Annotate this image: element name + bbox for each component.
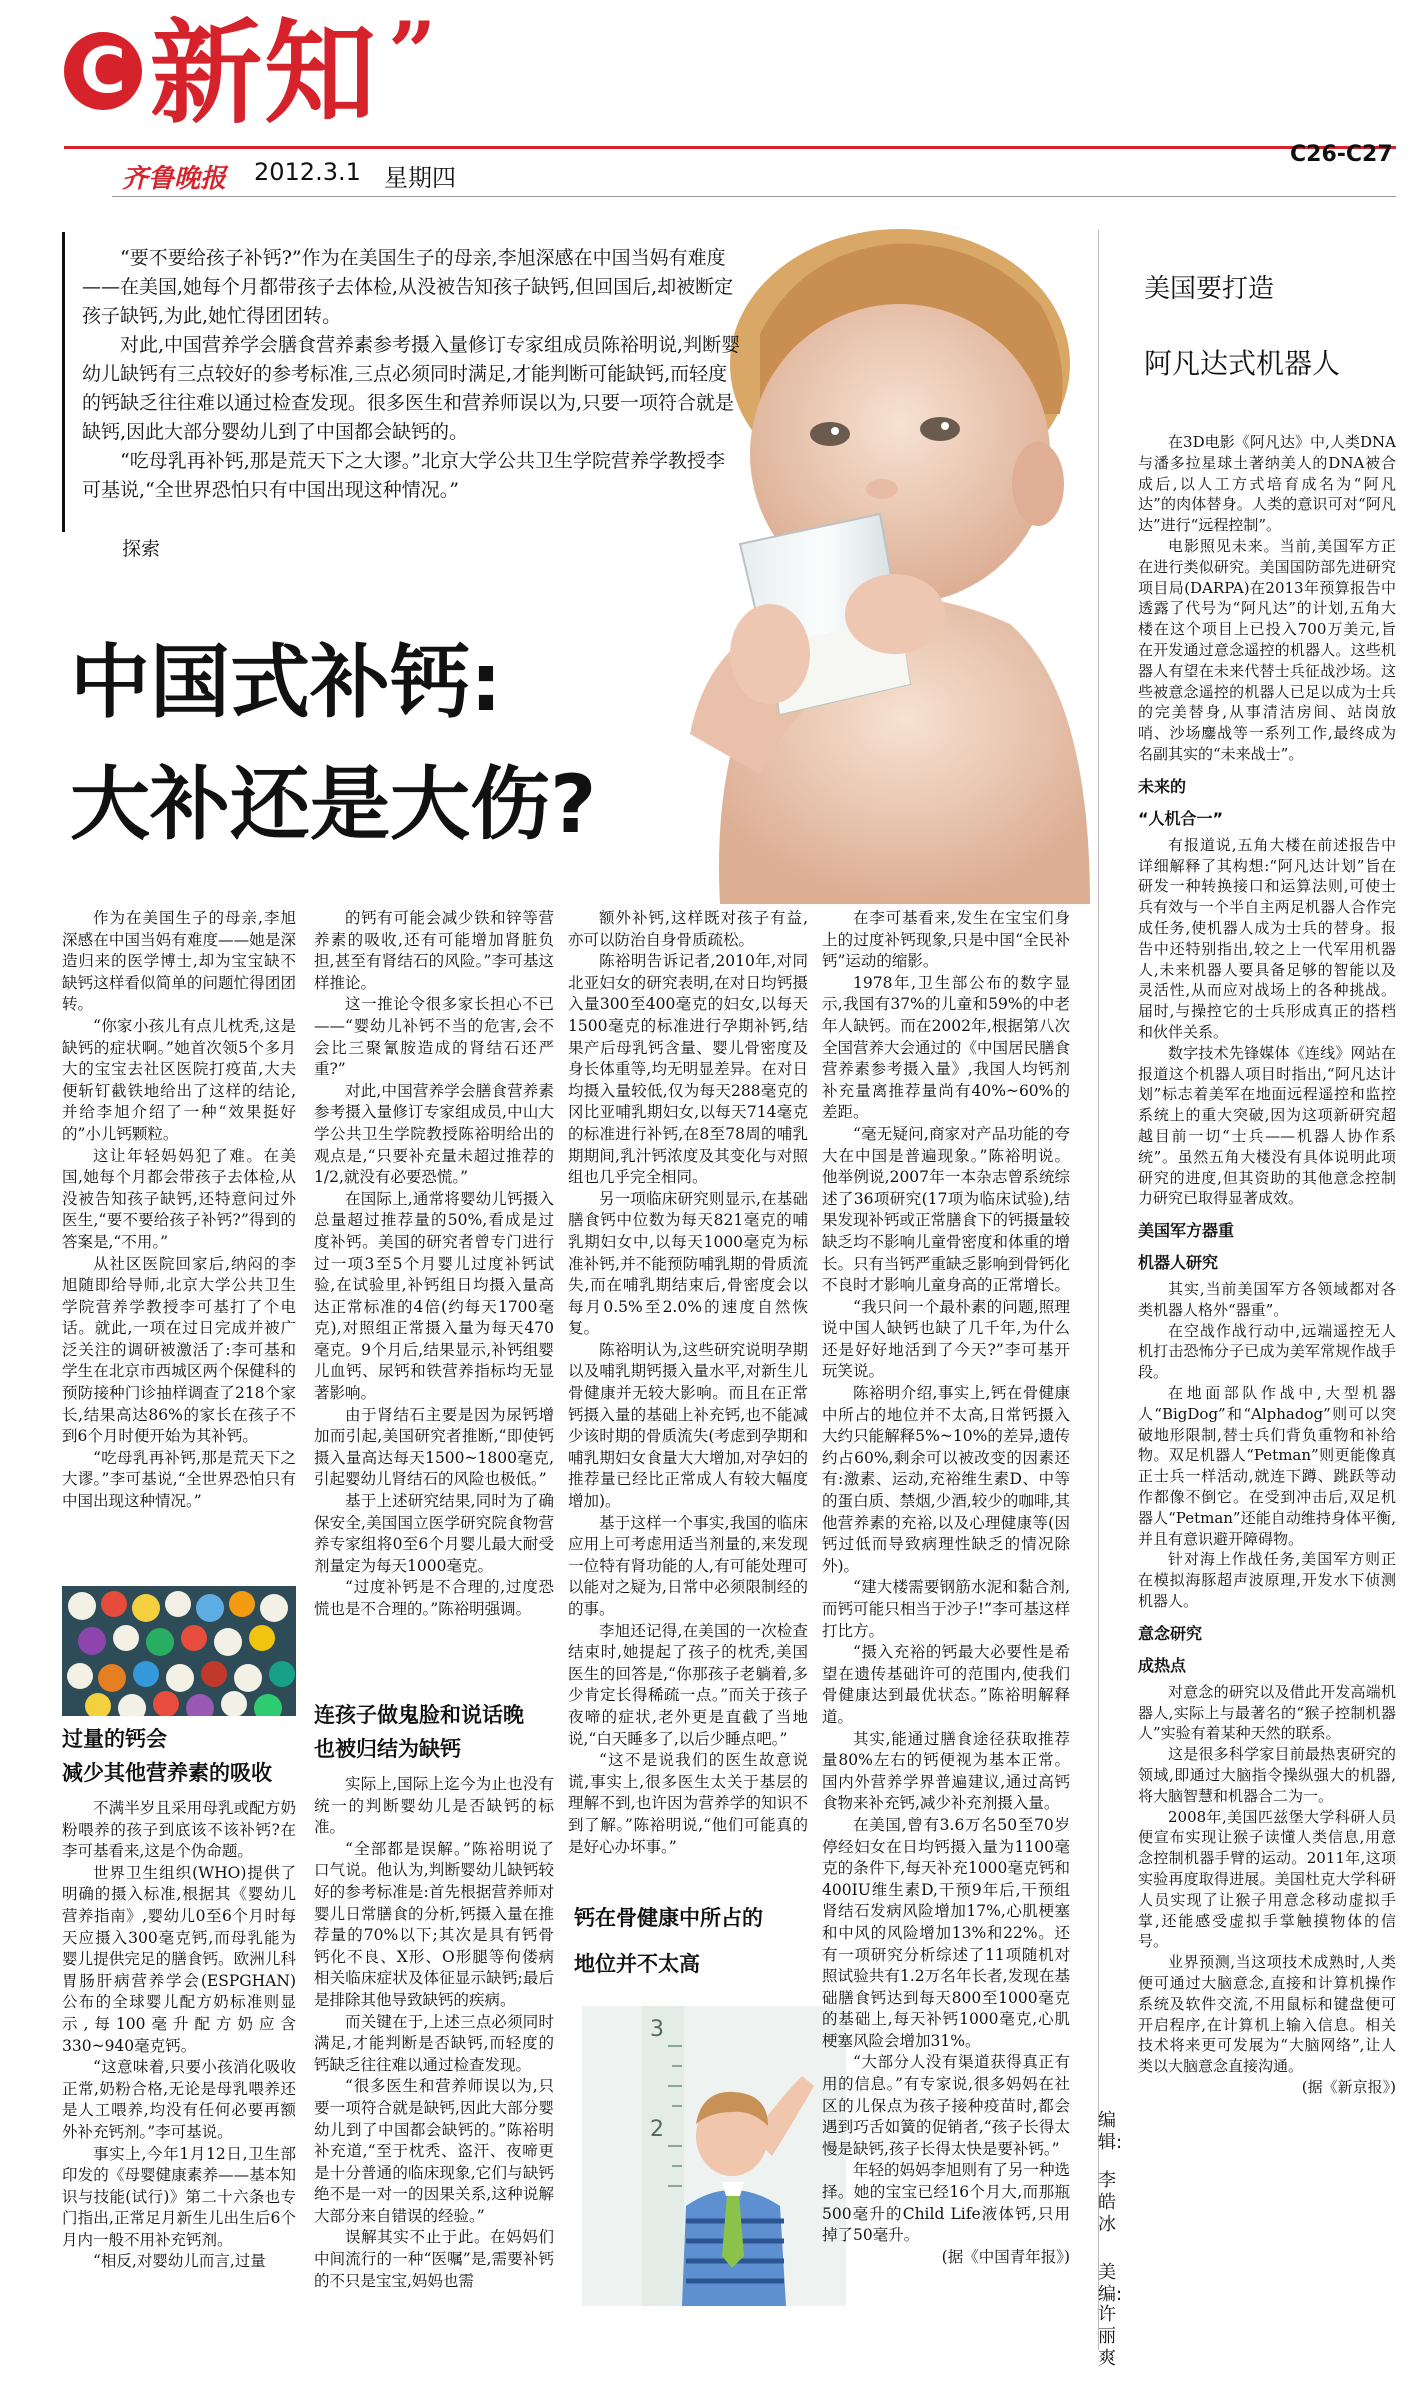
- paragraph: “摄入充裕的钙最大必要性是希望在遗传基础许可的范围内,使我们骨健康达到最优状态。”陈裕明解释道。: [822, 1643, 1070, 1726]
- section-logo-letter: C: [80, 34, 126, 107]
- subheading: 成热点: [1138, 1655, 1187, 1675]
- subheading: 连孩子做鬼脸和说话晚: [314, 1703, 524, 1727]
- paragraph: 陈裕明告诉记者,2010年,对同北亚妇女的研究表明,在对日均钙摄入量300至400毫克的妇女,以每天1500毫克的标准进行孕期补钙,结果产后母乳钙含量、婴儿骨密度及身长体重等,均无明显差异。在对日均摄入量较低,仅为每天288毫克的冈比亚哺乳期妇女,以每天714毫克的标准进行补钙,在8至78周的哺乳期期间,乳汁钙浓度及其变化与对照组也几乎完全相同。: [568, 952, 808, 1187]
- intro-paragraph: “要不要给孩子补钙?”作为在美国生子的母亲,李旭深感在中国当妈有难度——在美国,她每个月都带孩子去体检,从没被告知孩子缺钙,但回国后,却被断定孩子缺钙,为此,她忙得团团转。: [82, 247, 734, 327]
- paragraph: 由于肾结石主要是因为尿钙增加而引起,美国研究者推断,“即使钙摄入量高达每天1500~1800毫克,引起婴幼儿肾结石的风险也极低。”: [314, 1405, 554, 1489]
- paragraph: 针对海上作战任务,美国军方则正在模拟海豚超声波原理,开发水下侦测机器人。: [1138, 1550, 1396, 1611]
- newspaper-name: 齐鲁晚报: [122, 164, 227, 194]
- intro-paragraph: 对此,中国营养学会膳食营养素参考摄入量修订专家组成员陈裕明说,判断婴幼儿缺钙有三点较好的参考标准,三点必须同时满足,才能判断可能缺钙,而轻度的钙缺乏往往难以通过检查发现。很多医生和营养师误以为,只要一项符合就是缺钙,因此大部分婴幼儿到了中国都会缺钙的。: [82, 334, 741, 443]
- article-column-2: [314, 908, 554, 1621]
- issue-weekday: 星期四: [384, 164, 456, 192]
- sidebar-title-line-2: 阿凡达式机器人: [1144, 347, 1341, 380]
- paragraph: 作为在美国生子的母亲,李旭深感在中国当妈有难度——她是深造归来的医学博士,却为宝宝缺不缺钙这样看似简单的问题忙得团团转。: [62, 909, 296, 1014]
- article-column-2-lower: [314, 1698, 554, 2292]
- paragraph: 陈裕明介绍,事实上,钙在骨健康中所占的地位并不太高,日常钙摄入大约只能解释5%~10%的差异,遗传约占60%,剩余可以被改变的因素还有:激素、运动,充裕维生素D、中等的蛋白质、禁烟,少酒,较少的咖啡,其他营养素的充裕,以及心理健康等(因钙过低而导致病理性缺乏的情况除外)。: [822, 1384, 1070, 1575]
- paragraph: 在地面部队作战中,大型机器人“BigDog”和“Alphadog”则可以突破地形限制,替士兵们背负重物和补给物。双足机器人“Petman”则更能像真正士兵一样活动,就连下蹲、跳跃等动作都像不倒它。在受到冲击后,双足机器人“Petman”还能自动维持身体平衡,并且有意识避开障碍物。: [1138, 1384, 1396, 1548]
- article-column-1: [62, 908, 296, 1513]
- masthead-rule: [64, 146, 1396, 149]
- paragraph: 对此,中国营养学会膳食营养素参考摄入量修订专家组成员,中山大学公共卫生学院教授陈裕明给出的观点是,“只要补充量未超过推荐的1/2,就没有必要恐慌。”: [314, 1081, 554, 1187]
- issue-date: 2012.3.1: [254, 158, 361, 186]
- paragraph: “这意味着,只要小孩消化吸收正常,奶粉合格,无论是母乳喂养还是人工喂养,均没有任何必要再额外补充钙剂。”李可基说。: [62, 2058, 296, 2141]
- paragraph: 有报道说,五角大楼在前述报告中详细解释了其构想:“阿凡达计划”旨在研发一种转换接口和运算法则,可使士兵有效与一个半自主两足机器人合作完成任务,使机器人成为士兵的替身。报告中还特别指出,较之上一代军用机器人,未来机器人要具备足够的智能以及灵活性,从而应对战场上的各种挑战。届时,与操控它的士兵形成真正的搭档和伙伴关系。: [1138, 835, 1396, 1041]
- column-tag: 探索: [122, 538, 161, 560]
- paragraph: 这让年轻妈妈犯了难。在美国,她每个月都会带孩子去体检,从没被告知孩子缺钙,还特意问过外医生,“要不要给孩子补钙?”得到的答案是,“不用。”: [62, 1146, 296, 1251]
- paragraph: “建大楼需要钢筋水泥和黏合剂,而钙可能只相当于沙子!”李可基这样打比方。: [822, 1578, 1070, 1640]
- paragraph: 其实,能通过膳食途径获取推荐量80%左右的钙便视为基本正常。国内外营养学界普遍建议,通过高钙食物来补充钙,减少补充剂摄入量。: [822, 1729, 1070, 1813]
- paragraph: 其实,当前美国军方各领域都对各类机器人格外“器重”。: [1138, 1280, 1396, 1319]
- paragraph: 另一项临床研究则显示,在基础膳食钙中位数为每天821毫克的哺乳期妇女中,以每天1000毫克为标准补钙,并不能预防哺乳期的骨质流失,而在哺乳期结束后,骨密度会以每月0.5%至2.0%的速度自然恢复。: [568, 1189, 808, 1338]
- svg-text:3: 3: [650, 2017, 664, 2042]
- paragraph: 数字技术先锋媒体《连线》网站在报道这个机器人项目时指出,“阿凡达计划”标志着美军在地面远程遥控和监控系统上的重大突破,因为这项新研究超越目前一切“士兵——机器人协作系统”。虽然五角大楼没有具体说明此项研究的进度,但其资助的其他意念控制力研究已取得显著成效。: [1138, 1043, 1396, 1208]
- editor-name: 李皓冰: [1098, 2170, 1116, 2235]
- paragraph: 基于这样一个事实,我国的临床应用上可考虑用适当剂量的,来发现一位特有肾功能的人,有可能处理可以能对之疑为,日常中必须限制经的的事。: [568, 1513, 808, 1618]
- paragraph: “毫无疑问,商家对产品功能的夸大在中国是普遍现象。”陈裕明说。他举例说,2007年一本杂志曾系统综述了36项研究(17项为临床试验),结果发现补钙或正常膳食下的钙摄量较缺乏均不影响儿童骨密度和体重的增长。只有当钙严重缺乏影响到骨钙化不良时才影响儿童身高的正常增长。: [822, 1124, 1071, 1295]
- paragraph: 对意念的研究以及借此开发高端机器人,实际上与最著名的“猴子控制机器人”实验有着某种天然的联系。: [1138, 1682, 1396, 1743]
- art-editor-name: 许丽爽: [1098, 2304, 1116, 2369]
- paragraph: 在美国,曾有3.6万名50至70岁停经妇女在日均钙摄入量为1100毫克的条件下,每天补充1000毫克钙和400IU维生素D,干预9年后,干预组肾结石发病风险增加17%,心肌梗塞和中风的风险增加13%和22%。还有一项研究分析综述了11项随机对照试验共有1.2万名年长者,发现在基础膳食钙达到每天800至1000毫克的基础上,每天补钙1000毫克,心肌梗塞风险会增加31%。: [822, 1815, 1070, 2050]
- paragraph: “全部都是误解。”陈裕明说了口气说。他认为,判断婴幼儿缺钙较好的参考标准是:首先根据营养师对婴儿日常膳食的分析,钙摄入量在推荐量的70%以下;其次是具有钙骨钙化不良、X形、O形腿等佝偻病相关临床症状及体征显示缺钙;最后是排除其他导致缺钙的疾病。: [314, 1839, 554, 2009]
- paragraph: 电影照见未来。当前,美国军方正在进行类似研究。美国国防部先进研究项目局(DARPA)在2013年预算报告中透露了代号为“阿凡达”的计划,五角大楼在这个项目上已投入700万美元,旨在开发通过意念遥控的机器人。这些机器人有望在未来代替士兵征战沙场。这些被意念遥控的机器人已足以成为士兵的完美替身,从事清洁房间、站岗放哨、沙场鏖战等一系列工作,最终成为名副其实的“未来战士”。: [1138, 536, 1396, 763]
- subheading: 机器人研究: [1138, 1253, 1219, 1273]
- subheading: 意念研究: [1138, 1623, 1203, 1643]
- paragraph: “吃母乳再补钙,那是荒天下之大谬。”李可基说,“全世界恐怕只有中国出现这种情况。”: [62, 1448, 296, 1511]
- intro-paragraph: “吃母乳再补钙,那是荒天下之大谬。”北京大学公共卫生学院营养学教授李可基说,“全世界恐怕只有中国出现这种情况。”: [82, 450, 725, 501]
- paragraph: “大部分人没有渠道获得真正有用的信息。”有专家说,很多妈妈在社区的儿保点为孩子接种疫苗时,都会遇到巧舌如簧的促销者,“孩子长得太慢是缺钙,孩子长得太快是要补钙。”: [822, 2053, 1070, 2158]
- paragraph: 从社区医院回家后,纳闷的李旭随即给导师,北京大学公共卫生学院营养学教授李可基打了个电话。就此,一项在过日完成并被广泛关注的调研被激活了:李可基和学生在北京市西城区两个保健科的预防接种门诊抽样调查了218个家长,结果高达86%的家长在孩子不到6个月时便开始为其补钙。: [62, 1254, 296, 1446]
- paragraph: “很多医生和营养师误以为,只要一项符合就是缺钙,因此大部分婴幼儿到了中国都会缺钙的。”陈裕明补充道,“至于枕秃、盗汗、夜啼更是十分普通的临床现象,它们与缺钙绝不是一对一的因果关系,这种说解大部分来自错误的经验。”: [314, 2077, 554, 2225]
- article-column-3: [568, 908, 808, 1858]
- paragraph: 年轻的妈妈李旭则有了另一种选择。她的宝宝已经16个月大,而那瓶500毫升的Child Life液体钙,只用掉了50毫升。: [822, 2161, 1071, 2245]
- paragraph: 误解其实不止于此。在妈妈们中间流行的一种“医嘱”是,需要补钙的不只是宝宝,妈妈也需: [314, 2228, 554, 2290]
- headline-line-2: 大补还是大伤?: [70, 758, 597, 851]
- svg-text:2: 2: [650, 2117, 664, 2142]
- subheading: 地位并不太高: [574, 1952, 700, 1976]
- child-height-chart-photo: [582, 2006, 846, 2306]
- section-title: 新知: [150, 8, 378, 139]
- paragraph: 额外补钙,这样既对孩子有益,亦可以防治自身骨质疏松。: [568, 909, 808, 949]
- subheading: 减少其他营养素的吸收: [62, 1761, 272, 1785]
- paragraph: 世界卫生组织(WHO)提供了明确的摄入标准,根据其《婴幼儿营养指南》,婴幼儿0至6个月时每天应摄入300毫克钙,而母乳能为婴儿提供完足的膳食钙。欧洲儿科胃肠肝病营养学会(ESPGHAN)公布的全球婴儿配方奶标准则显示,每100毫升配方奶应含330~940毫克钙。: [62, 1863, 296, 2055]
- sidebar-divider: [1098, 230, 1099, 2350]
- subheading: 钙在骨健康中所占的: [574, 1906, 763, 1930]
- paragraph: 李旭还记得,在美国的一次检查结束时,她提起了孩子的枕秃,美国医生的回答是,“你那孩子老躺着,多少肯定长得稀疏一点。”而关于孩子夜啼的症状,老外更是直截了当地说,“白天睡多了,以后少睡点吧。”: [568, 1621, 808, 1748]
- paragraph: 的钙有可能会减少铁和锌等营养素的吸收,还有可能增加肾脏负担,甚至有肾结石的风险。”李可基这样推论。: [314, 909, 554, 992]
- subheading: 也被归结为缺钙: [314, 1737, 461, 1761]
- sidebar-title-line-1: 美国要打造: [1144, 274, 1275, 304]
- paragraph: 实际上,国际上迄今为止也没有统一的判断婴幼儿是否缺钙的标准。: [314, 1775, 554, 1837]
- subheading: 美国军方器重: [1138, 1221, 1235, 1241]
- date-rule: [112, 196, 1396, 197]
- paragraph: “相反,对婴幼儿而言,过量: [93, 2252, 266, 2271]
- intro-text: [82, 244, 742, 505]
- paragraph: 陈裕明认为,这些研究说明孕期以及哺乳期钙摄入量水平,对新生儿骨健康并无较大影响。而且在正常钙摄入量的基础上补充钙,也不能减少该时期的骨质流失(考虑到孕期和哺乳期妇女食量大大增加,对孕妇的推荐量已经比正常成人有较大幅度增加)。: [568, 1340, 808, 1511]
- section-quote-mark: ”: [388, 3, 437, 102]
- paragraph: 1978年,卫生部公布的数字显示,我国有37%的儿童和59%的中老年人缺钙。而在2002年,根据第八次全国营养大会通过的《中国居民膳食营养素参考摄入量》,我国人均钙剂补充量离推荐量尚有40%~60%的差距。: [822, 973, 1071, 1122]
- paragraph: “这不是说我们的医生故意说谎,事实上,很多医生太关于基层的理解不到,也许因为营养学的知识不到了解。”陈裕明说,“他们可能真的是好心办坏事。”: [568, 1751, 808, 1856]
- paragraph: 这是很多科学家目前最热衷研究的领域,即通过大脑指令操纵强大的机器,将大脑智慧和机器合二为一。: [1138, 1745, 1396, 1805]
- paragraph: 在3D电影《阿凡达》中,人类DNA与潘多拉星球土著纳美人的DNA被合成后,以人工方式培育成名为“阿凡达”的肉体替身。人类的意识可对“阿凡达”进行“远程控制”。: [1138, 433, 1396, 535]
- paragraph: 不满半岁且采用母乳或配方奶粉喂养的孩子到底该不该补钙?在李可基看来,这是个伪命题。: [62, 1799, 296, 1861]
- colorful-pills-photo: [62, 1586, 296, 1716]
- paragraph: 2008年,美国匹兹堡大学科研人员便宣布实现让猴子读懂人类信息,用意念控制机器手臂的运动。2011年,这项实验再度取得进展。美国杜克大学科研人员实现了让猴子用意念移动虚拟手掌,还能感受虚拟手掌触摸物体的信号。: [1138, 1807, 1396, 1951]
- source-credit: (据《中国青年报》): [941, 2247, 1070, 2266]
- source-credit: (据《新京报》): [1301, 2077, 1396, 2096]
- paragraph: “你家小孩儿有点儿枕秃,这是缺钙的症状啊。”她首次领5个多月大的宝宝去社区医院打疫苗,大夫便斩钉截铁地给出了这样的结论,并给李旭介绍了一种“效果挺好的”小儿钙颗粒。: [62, 1016, 296, 1143]
- art-editor-label: 美编:: [1098, 2262, 1123, 2305]
- paragraph: “过度补钙是不合理的,过度恐慌也是不合理的。”陈裕明强调。: [314, 1578, 554, 1618]
- subheading: “人机合一”: [1138, 808, 1224, 828]
- subheading: 过量的钙会: [62, 1727, 167, 1751]
- page-range: C26-C27: [1290, 142, 1393, 167]
- paragraph: 在空战作战行动中,远端遥控无人机打击恐怖分子已成为美军常规作战手段。: [1138, 1321, 1396, 1382]
- article-column-1-lower: [62, 1722, 296, 2273]
- article-column-4: [822, 908, 1070, 2268]
- headline-line-1: 中国式补钙:: [70, 636, 502, 729]
- paragraph: 而关键在于,上述三点必须同时满足,才能判断是否缺钙,而轻度的钙缺乏往往难以通过检查发现。: [314, 2012, 554, 2074]
- paragraph: 在李可基看来,发生在宝宝们身上的过度补钙现象,只是中国“全民补钙”运动的缩影。: [822, 909, 1070, 971]
- paragraph: 事实上,今年1月12日,卫生部印发的《母婴健康素养——基本知识与技能(试行)》第二十六条也专门指出,正常足月新生儿出生后6个月内一般不用补充钙剂。: [62, 2144, 296, 2249]
- paragraph: 基于上述研究结果,同时为了确保安全,美国国立医学研究院食物营养专家组将0至6个月婴儿最大耐受剂量定为每天1000毫克。: [314, 1492, 554, 1575]
- paragraph: 业界预测,当这项技术成熟时,人类便可通过大脑意念,直接和计算机操作系统及软件交流,不用鼠标和键盘便可开启程序,在计算机上输入信息。相关技术将来更可发展为“大脑网络”,让人类以大脑意念直接沟通。: [1138, 1953, 1396, 2076]
- subheading: 未来的: [1138, 776, 1187, 796]
- paragraph: 在国际上,通常将婴幼儿钙摄入总量超过推荐量的50%,看成是过度补钙。美国的研究者曾专门进行过一项3至5个月婴儿过度补钙试验,在试验里,补钙组日均摄入量高达正常标准的4倍(约每天1700毫克),对照组正常摄入量为每天470毫克。9个月后,结果显示,补钙组婴儿血钙、尿钙和铁营养指标均无显著影响。: [314, 1189, 554, 1403]
- paragraph: 这一推论令很多家长担心不已——“婴幼儿补钙不当的危害,会不会比三聚氰胺造成的肾结石还严重?”: [314, 995, 554, 1079]
- sidebar-column: [1138, 432, 1396, 2098]
- editor-label: 编辑:: [1098, 2110, 1123, 2153]
- paragraph: “我只问一个最朴素的问题,照理说中国人缺钙也缺了几千年,为什么还是好好地活到了今天?”李可基开玩笑说。: [822, 1297, 1070, 1381]
